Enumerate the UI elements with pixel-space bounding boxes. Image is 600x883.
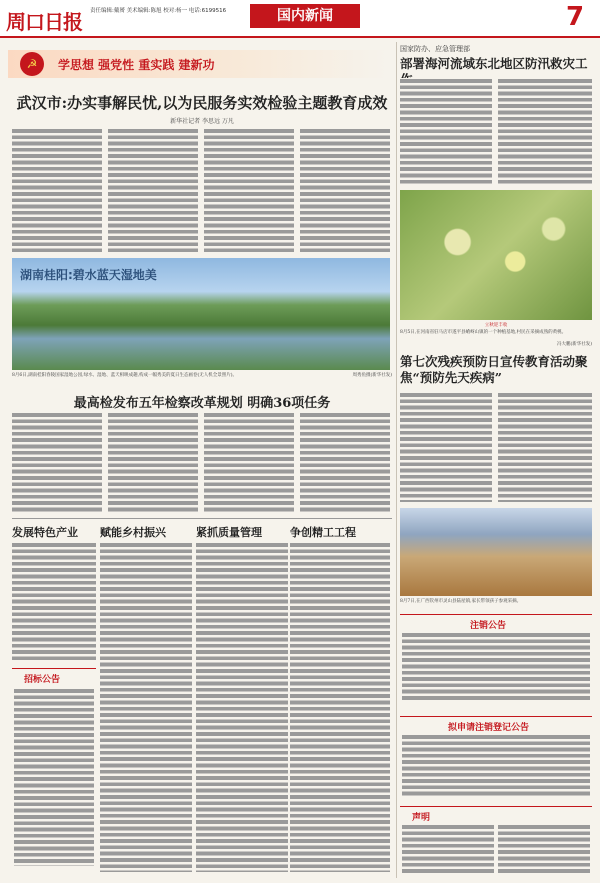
- photo3-caption: 8月7日,在广西钦州市灵山县陆屋镇,家长带领孩子参观采摘。: [400, 599, 522, 604]
- bottom-col4: [290, 542, 390, 872]
- notice-body: [14, 688, 94, 866]
- photo-title: 湖南桂阳:碧水蓝天湿地美: [20, 268, 157, 282]
- slogan-banner: [8, 50, 388, 78]
- photo2-caption: 8月5日,在河南省驻马店市遂平县嵖岈山镇的一个种植基地,村民在采摘成熟的黄桃。: [400, 330, 567, 335]
- photo2-tag: 立秋迎丰收: [484, 323, 508, 328]
- story2-headline: 最高检发布五年检察改革规划 明确36项任务: [73, 396, 331, 411]
- slogan-text: 学思想 强党性 重实践 建新功: [58, 58, 215, 72]
- right2-col2: [498, 392, 592, 502]
- cancel-notice-title: 注销公告: [470, 621, 507, 631]
- header-rule: [0, 36, 600, 38]
- section-title: 国内新闻: [250, 4, 360, 28]
- cancel-notice-body: [402, 632, 590, 702]
- column-divider: [396, 42, 397, 878]
- editor-line: 责任编辑:戴赟 美术编辑:陈旭 校对:杨一 电话:6199516: [90, 8, 227, 14]
- deregistration-body: [402, 734, 590, 798]
- bottom-col1: [12, 542, 96, 662]
- divider: [12, 518, 392, 519]
- photo1-caption: 8月6日,湖南桂阳春陵国家湿地公园,绿水、湿地、蓝天相映成趣,构成一幅秀美的夏日生态画卷(无人机全景照片)。: [12, 373, 238, 378]
- photo2-credit: 冯大鹏(新华社发): [556, 342, 592, 347]
- photo1-credit: 周秀鱼摄(新华社发): [352, 373, 392, 378]
- story2-col2: [108, 412, 198, 512]
- statement-title: 声明: [412, 813, 431, 823]
- right2-col1: [400, 392, 492, 502]
- masthead-logo: 周口日报: [6, 10, 82, 34]
- party-emblem-icon: ☭: [20, 52, 44, 76]
- statement-body-2: [498, 824, 590, 874]
- bottom-col3: [196, 542, 288, 872]
- bottom-headline-2: 赋能乡村振兴: [100, 526, 166, 539]
- lead-headline: 武汉市:办实事解民忧,以为民服务实效检验主题教育成效: [16, 94, 388, 112]
- statement-body-1: [402, 824, 494, 874]
- page-number: 7: [566, 2, 585, 32]
- bottom-headline-1: 发展特色产业: [12, 526, 78, 539]
- story2-col3: [204, 412, 294, 512]
- right-headline-1: 部署海河流域东北地区防汛救灾工: [400, 56, 588, 71]
- story2-col4: [300, 412, 390, 512]
- lead-byline: 新华社记者 李思远 万凡: [170, 118, 234, 125]
- notice-title: 招标公告: [24, 675, 61, 685]
- lead-body-col2: [108, 128, 198, 252]
- lead-body-col4: [300, 128, 390, 252]
- bottom-headline-3: 紧抓质量管理: [196, 526, 262, 539]
- right-headline-2: 第七次残疾预防日宣传教育活动聚焦“预防先天疾病”: [400, 354, 588, 385]
- lead-body-col3: [204, 128, 294, 252]
- wetland-photo: [12, 258, 390, 370]
- peach-harvest-photo: [400, 190, 592, 320]
- lead-body-col1: [12, 128, 102, 252]
- story2-col1: [12, 412, 102, 512]
- deregistration-title: 拟申请注销登记公告: [448, 723, 530, 733]
- bottom-headline-4: 争创精工工程: [290, 526, 356, 539]
- right-body-col1: [400, 78, 492, 186]
- right-body-col2: [498, 78, 592, 186]
- right-kicker: 国家防办、应急管理部: [400, 45, 470, 53]
- bottom-col2: [100, 542, 192, 872]
- farm-visit-photo: [400, 508, 592, 596]
